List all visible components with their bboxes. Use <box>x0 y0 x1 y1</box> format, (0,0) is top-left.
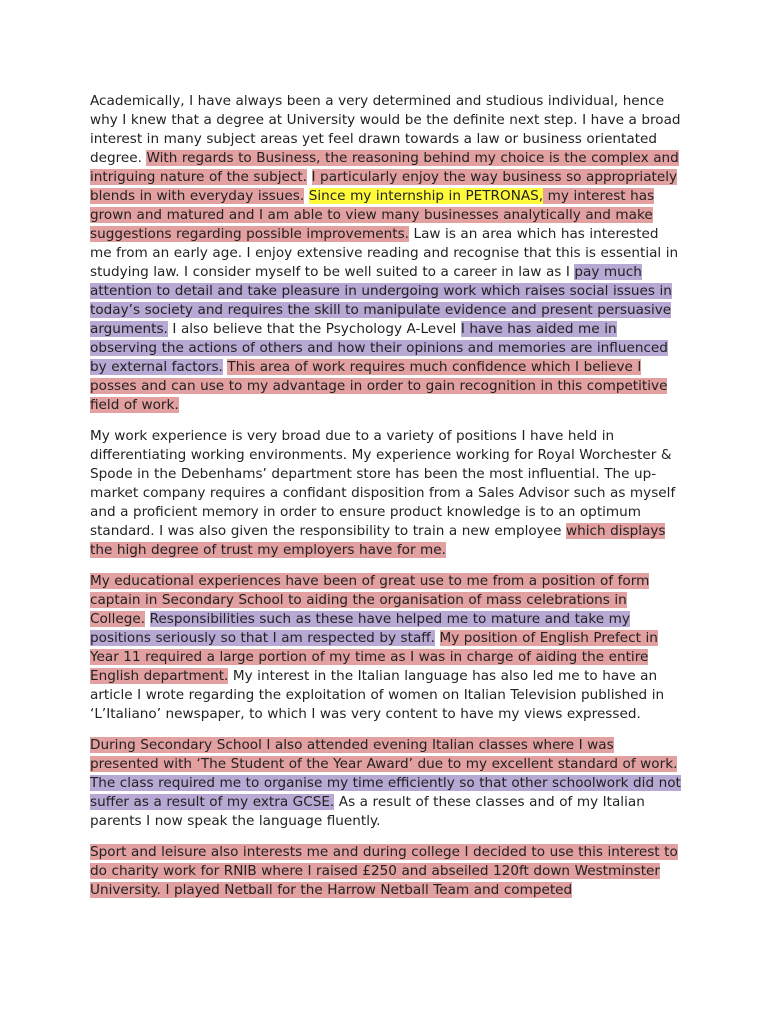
text-run <box>435 630 440 646</box>
paragraph <box>90 843 682 900</box>
paragraph <box>90 427 682 560</box>
highlighted-text-yellow: Since my internship in PETRONAS, <box>308 188 544 204</box>
text-run <box>304 188 309 204</box>
paragraph <box>90 572 682 724</box>
highlighted-text-purple: The class required me to organise my time efficiently so that other schoolwork did not suffer as a result of my extra GCSE. <box>90 775 681 810</box>
text-run: Academically, I have always been a very determined and studious individual, hence why I knew that a degree at University would be the definite next step. I have a broad interest in many subject areas yet feel drawn towards a law or business orientated degree. <box>90 93 681 166</box>
highlighted-text-purple: Responsibilities such as these have helped me to mature and take my positions seriously so that I am respected by staff. <box>90 611 630 646</box>
highlighted-text-red: My educational experiences have been of great use to me from a position of form captain in Secondary School to aiding the organisation of mass celebrations in College. <box>90 573 650 627</box>
highlighted-text-red: which displays the high degree of trust my employers have for me. <box>90 523 666 558</box>
text-run: Law is an area which has interested me from an early age. I enjoy extensive reading and recognise that this is essential in studying law. I consider myself to be well suited to a career in law as I <box>90 226 679 280</box>
document-body <box>90 92 682 912</box>
text-run <box>145 611 150 627</box>
text-run: As a result of these classes and of my Italian parents I now speak the language fluently. <box>90 794 645 829</box>
highlighted-text-red: I particularly enjoy the way business so appropriately blends in with everyday issues. <box>90 169 678 204</box>
paragraph <box>90 92 682 415</box>
highlighted-text-red: During Secondary School I also attended evening Italian classes where I was presented with ‘The Student of the Year Award’ due to my excellent standard of work. <box>90 737 678 772</box>
highlighted-text-red: Sport and leisure also interests me and during college I decided to use this interest to do charity work for RNIB where I raised £250 and abseiled 120ft down Westminster University. I played Netball for the Harrow Netball Team and competed <box>90 844 678 898</box>
highlighted-text-purple: I have has aided me in observing the actions of others and how their opinions and memories are influenced by external factors. <box>90 321 668 375</box>
text-run: I also believe that the Psychology A-Level <box>167 321 461 337</box>
highlighted-text-red: my interest has grown and matured and I am able to view many businesses analytically and make suggestions regarding possible improvements. <box>90 188 655 242</box>
text-run: My interest in the Italian language has also led me to have an article I wrote regarding the exploitation of women on Italian Television published in ‘L’Italiano’ newspaper, to which I was very content to have my views expressed. <box>90 668 665 722</box>
paragraph <box>90 736 682 831</box>
highlighted-text-red: field of work. <box>90 397 179 413</box>
highlighted-text-red: My position of English Prefect in Year 11 required a large portion of my time as I was in charge of aiding the entire English department. <box>90 630 658 684</box>
text-run <box>307 169 312 185</box>
highlighted-text-red: This area of work requires much confidence which I believe I posses and can use to my advantage in order to gain recognition in this competitive <box>90 359 668 394</box>
highlighted-text-red: With regards to Business, the reasoning behind my choice is the complex and intriguing nature of the subject. <box>90 150 679 185</box>
highlighted-text-purple: pay much attention to detail and take pleasure in undergoing work which raises social issues in today’s society and requires the skill to manipulate evidence and present persuasive arguments. <box>90 264 672 337</box>
text-run: My work experience is very broad due to a variety of positions I have held in differentiating working environments. My experience working for Royal Worchester & Spode in the Debenhams’ department store has been the most influential. The up-market company requires a confidant disposition from a Sales Advisor such as myself and a proficient memory in order to ensure product knowledge is to an optimum standard. I was also given the responsibility to train a new employee <box>90 428 676 539</box>
